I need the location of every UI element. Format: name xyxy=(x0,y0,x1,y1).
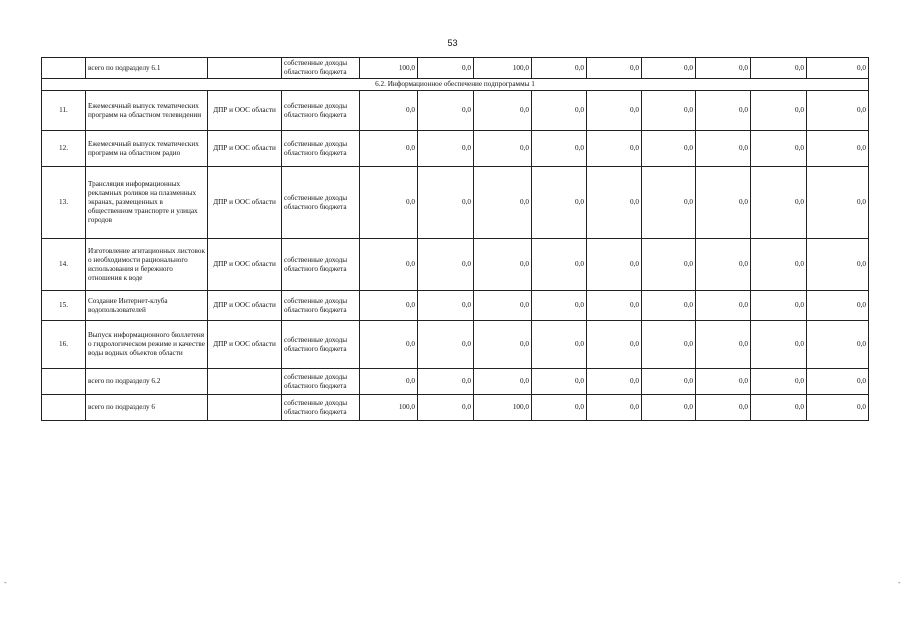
row-value: 0,0 xyxy=(532,131,587,167)
row-value: 0,0 xyxy=(474,369,532,395)
row-value: 0,0 xyxy=(532,167,587,239)
row-value: 0,0 xyxy=(532,395,587,421)
row-value: 0,0 xyxy=(696,131,751,167)
row-value: 0,0 xyxy=(642,291,696,321)
row-source: собственные доходы областного бюджета xyxy=(282,291,360,321)
table-row xyxy=(42,131,869,167)
page-number: 53 xyxy=(447,38,458,48)
row-value: 0,0 xyxy=(642,91,696,131)
row-value: 0,0 xyxy=(360,239,418,291)
row-value: 0,0 xyxy=(696,91,751,131)
row-number: 16. xyxy=(42,321,86,369)
row-number xyxy=(42,369,86,395)
row-source: собственные доходы областного бюджета xyxy=(282,239,360,291)
row-value: 0,0 xyxy=(807,395,869,421)
table-row xyxy=(42,369,869,395)
row-executor xyxy=(208,369,282,395)
row-value: 0,0 xyxy=(360,369,418,395)
row-name: всего по подразделу 6.1 xyxy=(86,58,208,79)
row-value: 0,0 xyxy=(751,395,807,421)
row-value: 0,0 xyxy=(807,58,869,79)
row-value: 0,0 xyxy=(587,131,642,167)
row-value: 0,0 xyxy=(642,369,696,395)
row-value: 0,0 xyxy=(807,291,869,321)
row-number: 15. xyxy=(42,291,86,321)
row-value: 0,0 xyxy=(532,91,587,131)
row-value: 0,0 xyxy=(532,291,587,321)
section-header: 6.2. Информационное обеспечение подпрограммы 1 xyxy=(42,79,869,91)
row-value: 0,0 xyxy=(474,291,532,321)
row-executor: ДПР и ООС области xyxy=(208,321,282,369)
row-value: 0,0 xyxy=(474,167,532,239)
row-value: 0,0 xyxy=(696,291,751,321)
scan-mark-left: - xyxy=(4,578,7,587)
row-value: 0,0 xyxy=(807,91,869,131)
row-value: 0,0 xyxy=(532,369,587,395)
row-source: собственные доходы областного бюджета xyxy=(282,91,360,131)
row-source: собственные доходы областного бюджета xyxy=(282,58,360,79)
row-value: 0,0 xyxy=(418,167,474,239)
row-name: Изготовление агитационных листовок о необходимости рационального использования и бережного отношения к воде xyxy=(86,239,208,291)
row-value: 0,0 xyxy=(474,239,532,291)
section-header-row xyxy=(42,79,869,91)
row-executor: ДПР и ООС области xyxy=(208,131,282,167)
row-value: 0,0 xyxy=(696,239,751,291)
row-value: 0,0 xyxy=(751,167,807,239)
row-source: собственные доходы областного бюджета xyxy=(282,131,360,167)
table-row xyxy=(42,58,869,79)
row-value: 0,0 xyxy=(587,395,642,421)
row-number: 14. xyxy=(42,239,86,291)
row-value: 100,0 xyxy=(474,58,532,79)
row-executor: ДПР и ООС области xyxy=(208,239,282,291)
row-value: 0,0 xyxy=(751,239,807,291)
rows-after xyxy=(42,91,869,421)
table-row xyxy=(42,291,869,321)
row-value: 0,0 xyxy=(807,369,869,395)
row-value: 0,0 xyxy=(474,321,532,369)
row-value: 0,0 xyxy=(418,369,474,395)
row-value: 0,0 xyxy=(587,58,642,79)
row-number xyxy=(42,58,86,79)
row-number: 11. xyxy=(42,91,86,131)
row-name: Ежемесячный выпуск тематических программ на областном радио xyxy=(86,131,208,167)
row-name: всего по подразделу 6 xyxy=(86,395,208,421)
budget-table xyxy=(41,57,869,421)
row-value: 0,0 xyxy=(751,91,807,131)
row-value: 0,0 xyxy=(642,131,696,167)
row-value: 0,0 xyxy=(474,131,532,167)
row-value: 0,0 xyxy=(474,91,532,131)
row-value: 0,0 xyxy=(418,131,474,167)
row-value: 0,0 xyxy=(532,58,587,79)
row-value: 0,0 xyxy=(642,167,696,239)
row-source: собственные доходы областного бюджета xyxy=(282,167,360,239)
row-value: 0,0 xyxy=(696,321,751,369)
rows-before xyxy=(42,58,869,79)
row-value: 0,0 xyxy=(418,239,474,291)
row-value: 0,0 xyxy=(642,395,696,421)
row-executor: ДПР и ООС области xyxy=(208,91,282,131)
row-value: 0,0 xyxy=(360,167,418,239)
row-value: 0,0 xyxy=(360,91,418,131)
row-value: 0,0 xyxy=(418,91,474,131)
row-value: 0,0 xyxy=(807,131,869,167)
row-value: 0,0 xyxy=(642,239,696,291)
row-executor xyxy=(208,395,282,421)
row-value: 0,0 xyxy=(532,239,587,291)
row-value: 0,0 xyxy=(587,321,642,369)
row-source: собственные доходы областного бюджета xyxy=(282,369,360,395)
row-value: 0,0 xyxy=(751,58,807,79)
row-value: 100,0 xyxy=(360,58,418,79)
row-number: 13. xyxy=(42,167,86,239)
row-source: собственные доходы областного бюджета xyxy=(282,321,360,369)
row-value: 100,0 xyxy=(360,395,418,421)
row-name: Выпуск информационного бюллетеня о гидрологическом режиме и качестве воды водных объектов области xyxy=(86,321,208,369)
row-executor: ДПР и ООС области xyxy=(208,167,282,239)
row-value: 0,0 xyxy=(418,291,474,321)
row-value: 0,0 xyxy=(751,321,807,369)
row-number: 12. xyxy=(42,131,86,167)
row-value: 0,0 xyxy=(587,239,642,291)
row-name: всего по подразделу 6.2 xyxy=(86,369,208,395)
row-name: Ежемесячный выпуск тематических программ на областном телевидении xyxy=(86,91,208,131)
row-value: 0,0 xyxy=(642,58,696,79)
row-value: 0,0 xyxy=(751,369,807,395)
row-value: 0,0 xyxy=(587,369,642,395)
table-row xyxy=(42,91,869,131)
row-value: 0,0 xyxy=(532,321,587,369)
row-value: 0,0 xyxy=(751,131,807,167)
row-value: 0,0 xyxy=(696,395,751,421)
row-value: 100,0 xyxy=(474,395,532,421)
row-value: 0,0 xyxy=(807,167,869,239)
table-row xyxy=(42,321,869,369)
row-value: 0,0 xyxy=(360,131,418,167)
row-value: 0,0 xyxy=(587,167,642,239)
row-value: 0,0 xyxy=(807,321,869,369)
row-value: 0,0 xyxy=(360,291,418,321)
table-row xyxy=(42,167,869,239)
row-value: 0,0 xyxy=(360,321,418,369)
row-value: 0,0 xyxy=(696,58,751,79)
row-value: 0,0 xyxy=(587,91,642,131)
table-row xyxy=(42,395,869,421)
row-value: 0,0 xyxy=(696,369,751,395)
row-value: 0,0 xyxy=(807,239,869,291)
row-value: 0,0 xyxy=(418,395,474,421)
row-value: 0,0 xyxy=(418,58,474,79)
row-value: 0,0 xyxy=(418,321,474,369)
row-name: Трансляция информационных рекламных роликов на плазменных экранах, размещенных в общественном транспорте и улицах городов xyxy=(86,167,208,239)
row-name: Создание Интернет-клуба водопользователей xyxy=(86,291,208,321)
row-number xyxy=(42,395,86,421)
row-executor: ДПР и ООС области xyxy=(208,291,282,321)
row-source: собственные доходы областного бюджета xyxy=(282,395,360,421)
table-row xyxy=(42,239,869,291)
row-value: 0,0 xyxy=(642,321,696,369)
section-header-group xyxy=(42,79,869,91)
row-value: 0,0 xyxy=(587,291,642,321)
row-executor xyxy=(208,58,282,79)
row-value: 0,0 xyxy=(696,167,751,239)
row-value: 0,0 xyxy=(751,291,807,321)
scan-mark-right: - xyxy=(898,578,901,587)
